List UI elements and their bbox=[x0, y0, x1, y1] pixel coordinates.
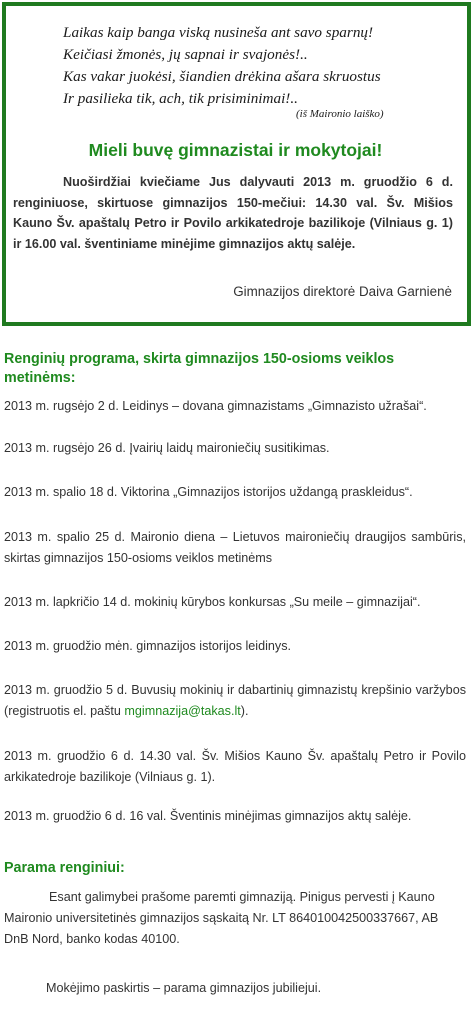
program-item: 2013 m. spalio 18 d. Viktorina „Gimnazijos istorijos uždangą praskleidus“. bbox=[4, 485, 413, 499]
poem-line: Ir pasilieka tik, ach, tik prisiminimai!.. bbox=[63, 90, 298, 107]
program-item: 2013 m. gruodžio 6 d. 16 val. Šventinis minėjimas gimnazijos aktų salėje. bbox=[4, 809, 412, 823]
invitation-signature: Gimnazijos direktorė Daiva Garnienė bbox=[233, 284, 452, 299]
invitation-text: Nuoširdžiai kviečiame Jus dalyvauti 2013 m. gruodžio 6 d. renginiuose, skirtuose gimnazijos 150-mečiui: 14.30 val. Šv. Mišios Kauno Šv. apaštalų Petro ir Povilo arkikatedroje bazilikoje (Vilniaus g. 1) ir 16.00 val. šventiniame minėjime gimnazijos aktų salėje. bbox=[13, 175, 453, 251]
program-item: 2013 m. lapkričio 14 d. mokinių kūrybos konkursas „Su meile – gimnazijai“. bbox=[4, 595, 421, 609]
invitation-heading: Mieli buvę gimnazistai ir mokytojai! bbox=[88, 140, 383, 160]
support-heading: Parama renginiui: bbox=[4, 860, 125, 876]
program-item-basketball bbox=[4, 680, 466, 721]
poem bbox=[63, 22, 423, 110]
program-item: 2013 m. rugsėjo 2 d. Leidinys – dovana gimnazistams „Gimnazisto užrašai“. bbox=[4, 399, 427, 413]
program-heading: Renginių programa, skirta gimnazijos 150-osioms veiklos metinėms: bbox=[4, 351, 395, 386]
program-item: 2013 m. spalio 25 d. Maironio diena – Lietuvos maironiečių draugijos sambūris, skirtas gimnazijos 150-osioms veiklos metinėms bbox=[4, 530, 466, 565]
poem-line: Kas vakar juokėsi, šiandien drėkina ašara skruostus bbox=[63, 68, 381, 85]
poem-line: Laikas kaip banga viską nusineša ant savo sparnų! bbox=[63, 24, 374, 41]
program-item: 2013 m. gruodžio mėn. gimnazijos istorijos leidinys. bbox=[4, 639, 291, 653]
program-item-text: 2013 m. gruodžio 5 d. Buvusių mokinių ir dabartinių gimnazistų krepšinio varžybos (registruotis el. paštu bbox=[4, 683, 466, 718]
email-link[interactable]: mgimnazija@takas.lt bbox=[124, 703, 241, 718]
support-text: Esant galimybei prašome paremti gimnaziją. Pinigus pervesti į Kauno Maironio universitetinės gimnazijos sąskaitą Nr. LT 864010042500337667, AB DnB Nord, banko kodas 40100. bbox=[4, 890, 439, 946]
poem-line: Keičiasi žmonės, jų sapnai ir svajonės!.. bbox=[63, 46, 308, 63]
program-item-text: ). bbox=[240, 703, 249, 718]
program-item: 2013 m. rugsėjo 26 d. Įvairių laidų maironiečių susitikimas. bbox=[4, 441, 330, 455]
support-purpose: Mokėjimo paskirtis – parama gimnazijos jubiliejui. bbox=[46, 981, 322, 995]
program-item: 2013 m. gruodžio 6 d. 14.30 val. Šv. Mišios Kauno Šv. apaštalų Petro ir Povilo arkikatedroje bazilikoje (Vilniaus g. 1). bbox=[4, 749, 466, 784]
poem-source: (iš Maironio laiško) bbox=[296, 108, 384, 120]
